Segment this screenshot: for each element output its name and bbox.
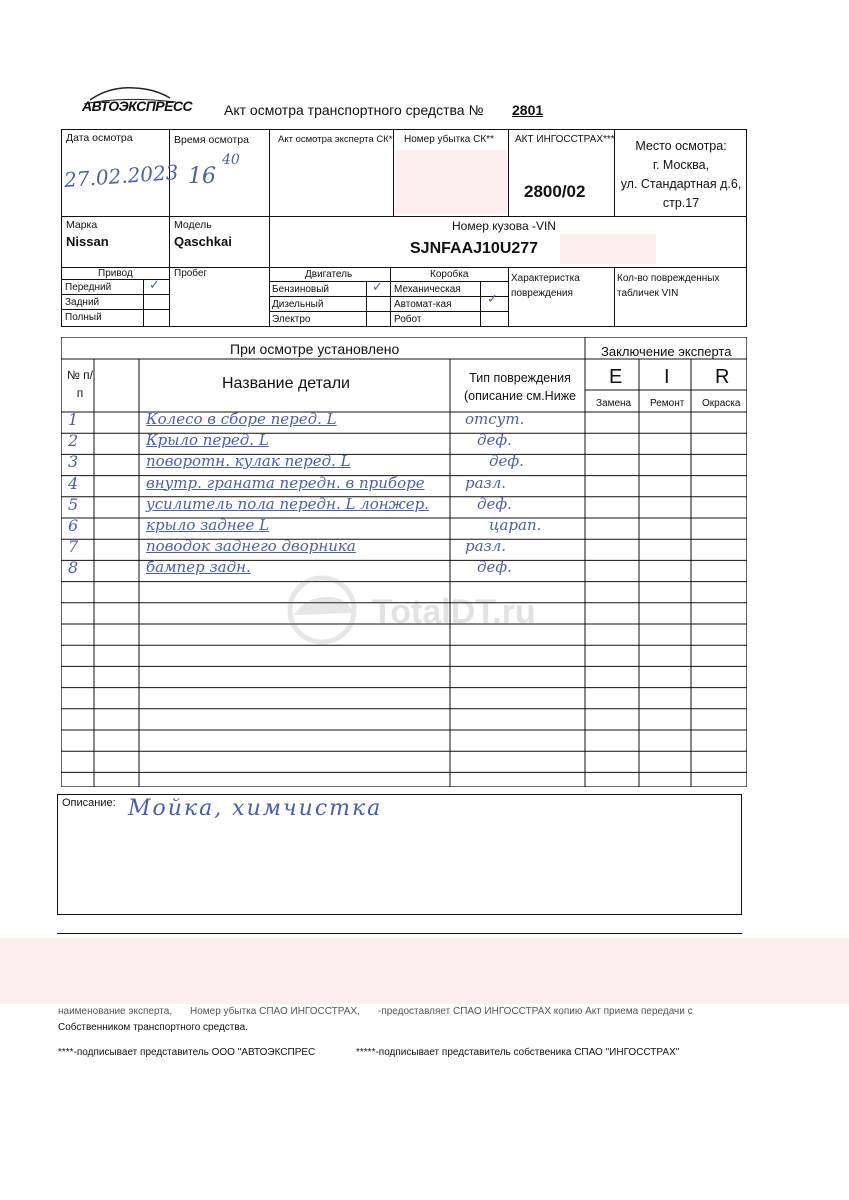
row-number: 7 bbox=[68, 537, 79, 557]
mileage-label: Пробег bbox=[174, 268, 208, 279]
col-r-label: R bbox=[715, 366, 730, 388]
row-damage: деф. bbox=[477, 494, 512, 513]
act-expert-label: Акт осмотра эксперта СК* bbox=[278, 134, 393, 145]
place-street: ул. Стандартная д.6, bbox=[620, 177, 742, 191]
watermark-text: TotalDT.ru bbox=[372, 593, 536, 631]
col-r-sub: Окраска bbox=[702, 398, 741, 409]
row-number: 3 bbox=[68, 452, 79, 472]
loss-number-label: Номер убытка СК** bbox=[404, 134, 494, 145]
engine-label: Двигатель bbox=[305, 269, 353, 280]
place-city: г. Москва, bbox=[652, 158, 710, 172]
document-number: 2801 bbox=[512, 102, 544, 118]
gear-manual: Механическая bbox=[394, 284, 461, 295]
row-number: 6 bbox=[68, 516, 79, 535]
description-value: Мойка, химчистка bbox=[128, 796, 383, 821]
col-e-label: E bbox=[609, 366, 623, 388]
document-title: Акт осмотра транспортного средства № bbox=[224, 102, 484, 118]
row-damage: разл. bbox=[465, 473, 507, 492]
description-label: Описание: bbox=[62, 797, 116, 809]
row-number: 1 bbox=[68, 410, 79, 429]
row-part: бампер задн. bbox=[146, 558, 251, 577]
footnote-line1-c: -предоставляет СПАО ИНГОССТРАХ копию Акт приема передачи с bbox=[378, 1006, 693, 1017]
row-damage: разл. bbox=[465, 537, 507, 556]
time-label: Время осмотра bbox=[174, 134, 249, 146]
watermark bbox=[272, 575, 536, 650]
engine-diesel: Дизельный bbox=[272, 299, 324, 310]
row-part: внутр. граната передн. в приборе bbox=[146, 473, 425, 492]
drive-full: Полный bbox=[65, 312, 102, 323]
col-i-label: I bbox=[664, 366, 670, 388]
row-part: Крыло перед. L bbox=[146, 431, 269, 450]
inspection-place bbox=[615, 137, 747, 213]
footnote-line2: Собственником транспортного средства. bbox=[58, 1022, 248, 1033]
gear-auto-check: ✓ bbox=[487, 292, 498, 307]
gear-auto: Автомат-кая bbox=[394, 299, 452, 310]
model-label: Модель bbox=[174, 219, 212, 231]
row-part: крыло заднее L bbox=[146, 516, 270, 534]
gearbox-label: Коробка bbox=[430, 269, 469, 280]
footnote-line1-a: наименование эксперта, bbox=[58, 1006, 173, 1017]
engine-electric: Электро bbox=[272, 314, 311, 325]
row-part: поворотн. кулак перед. L bbox=[146, 452, 351, 471]
row-number: 8 bbox=[68, 558, 79, 578]
ingos-act-label: АКТ ИНГОССТРАХ*** bbox=[515, 134, 615, 145]
row-damage: отсут. bbox=[465, 410, 525, 428]
footnote-line3-a: ****-подписывает представитель ООО "АВТОЭКСПРЕС bbox=[58, 1047, 316, 1058]
place-building: стр.17 bbox=[662, 196, 700, 210]
drive-rear: Задний bbox=[65, 297, 100, 308]
col-e-sub: Замена bbox=[596, 398, 632, 409]
drive-label: Привод bbox=[98, 268, 133, 279]
col-i-sub: Ремонт bbox=[650, 398, 685, 409]
ingos-act-value: 2800/02 bbox=[524, 182, 586, 201]
row-part: усилитель пола передн. L лонжер. bbox=[146, 494, 429, 513]
expert-header: Заключение эксперта bbox=[601, 344, 732, 359]
footnote-line1-b: Номер убытка СПАО ИНГОССТРАХ, bbox=[190, 1006, 360, 1017]
row-number: 4 bbox=[68, 473, 79, 493]
col-damage-label: Тип повреждения (описание см.Ниже bbox=[463, 371, 577, 403]
row-damage: деф. bbox=[477, 431, 512, 450]
time-minutes: 40 bbox=[222, 152, 240, 168]
col-part-label: Название детали bbox=[222, 375, 350, 392]
row-part: поводок заднего дворника bbox=[146, 537, 356, 556]
row-damage: царап. bbox=[489, 516, 542, 534]
vin-plates-label: Кол-во поврежденных табличек VIN bbox=[617, 273, 720, 299]
row-number: 5 bbox=[68, 494, 79, 514]
row-part: Колесо в сборе перед. L bbox=[146, 410, 337, 428]
date-label: Дата осмотра bbox=[66, 132, 133, 144]
make-label: Марка bbox=[66, 219, 98, 231]
row-number: 2 bbox=[68, 431, 79, 451]
drive-front: Передний bbox=[65, 282, 112, 293]
engine-petrol: Бензиновый bbox=[272, 284, 329, 295]
engine-petrol-check: ✓ bbox=[372, 280, 383, 295]
row-damage: деф. bbox=[477, 558, 512, 577]
findings-header: При осмотре установлено bbox=[230, 341, 400, 357]
footnote-line3-b: *****-подписывает представитель собственика СПАО "ИНГОССТРАХ" bbox=[356, 1047, 680, 1058]
date-value: 27.02.2023 bbox=[63, 160, 180, 192]
watermark-car-icon bbox=[272, 575, 372, 645]
vin-label: Номер кузова -VIN bbox=[452, 219, 556, 233]
model-value: Qaschkai bbox=[174, 234, 232, 249]
gear-robot: Робот bbox=[394, 314, 422, 325]
vin-value: SJNFAAJ10U277 bbox=[410, 240, 539, 257]
make-value: Nissan bbox=[66, 234, 109, 249]
logo bbox=[80, 82, 193, 122]
col-num-label: № п/п bbox=[66, 368, 94, 400]
logo-text: АВТОЭКСПРЕСС bbox=[82, 98, 193, 114]
time-value: 16 bbox=[188, 164, 216, 189]
place-label: Место осмотра: bbox=[635, 139, 727, 153]
row-damage: деф. bbox=[489, 452, 524, 471]
damage-char-label: Характеристка повреждения bbox=[511, 273, 580, 299]
drive-front-check: ✓ bbox=[149, 278, 160, 293]
